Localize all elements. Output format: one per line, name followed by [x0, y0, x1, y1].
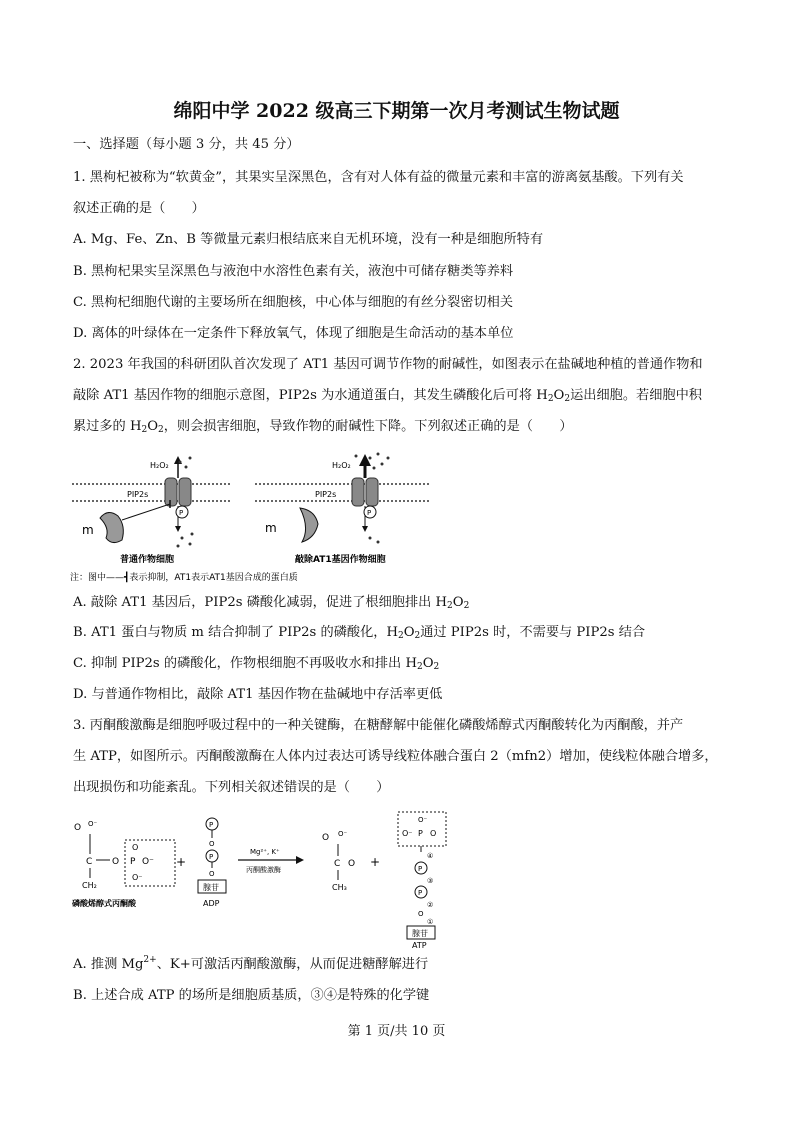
fig3-pep-label: 磷酸烯醇式丙酮酸: [72, 899, 136, 908]
q2-stem-line2: 敲除 AT1 基因作物的细胞示意图，PIP2s 为水通道蛋白，其发生磷酸化后可将 $H_2O_2$运出细胞。若细胞中积: [73, 388, 702, 404]
q2-option-a: A. 敲除 AT1 基因后，PIP2s 磷酸化减弱，促进了根细胞排出 $H_2O_2$: [73, 595, 470, 611]
svg-text:O⁻: O⁻: [418, 816, 428, 824]
q3-option-b: B. 上述合成 ATP 的场所是细胞质基质，③④是特殊的化学键: [73, 988, 430, 1003]
q3-stem-line2: 生 ATP，如图所示。丙酮酸激酶在人体内过表达可诱导线粒体融合蛋白 2（mfn2）增加，使线粒体融合增多，: [73, 749, 718, 764]
svg-text:O⁻: O⁻: [88, 820, 98, 828]
fig3-condition-enzyme: 丙酮酸激酶: [246, 866, 281, 874]
fig2-caption-left: 普通作物细胞: [120, 555, 175, 565]
svg-text:O⁻: O⁻: [132, 873, 143, 882]
fig3-condition-ions: Mg²⁺, K⁺: [250, 848, 280, 856]
svg-text:C: C: [334, 859, 341, 869]
q2-option-c: C. 抑制 PIP2s 的磷酸化，作物根细胞不再吸收水和排出 $H_2O_2$: [73, 656, 440, 672]
svg-text:O: O: [74, 823, 82, 833]
svg-text:P: P: [418, 865, 423, 873]
fig2-note: 注：图中——┫表示抑制，AT1表示AT1基因合成的蛋白质: [70, 573, 298, 583]
q1-option-d: D. 离体的叶绿体在一定条件下释放氧气，体现了细胞是生命活动的基本单位: [73, 326, 514, 341]
svg-text:O: O: [322, 833, 330, 843]
fig3-adenosine-2: 腺苷: [412, 929, 428, 938]
fig2-h2o2-left: H₂O₂: [150, 461, 169, 470]
q2-stem-line3: 累过多的 $H_2O_2$，则会损害细胞，导致作物的耐碱性下降。下列叙述正确的是（ ）: [73, 419, 573, 435]
svg-text:P: P: [418, 889, 423, 897]
fig2-h2o2-right: H₂O₂: [332, 461, 351, 470]
page-title: 绵阳中学 2022 级高三下期第一次月考测试生物试题: [173, 100, 620, 122]
svg-text:PIP2s: PIP2s: [127, 490, 149, 499]
q2-stem-line1: 2. 2023 年我国的科研团队首次发现了 AT1 基因可调节作物的耐碱性，如图表示在盐碱地种植的普通作物和: [73, 357, 703, 372]
svg-text:P: P: [418, 829, 423, 838]
svg-text:P: P: [179, 509, 184, 517]
fig3-adenosine-1: 腺苷: [203, 883, 219, 892]
q1-option-c: C. 黑枸杞细胞代谢的主要场所在细胞核，中心体与细胞的有丝分裂密切相关: [73, 295, 514, 310]
fig3-atp: ATP: [412, 941, 427, 950]
svg-text:CH₂: CH₂: [82, 881, 97, 890]
q1-stem-line1: 1. 黑枸杞被称为“软黄金”，其果实呈深黑色，含有对人体有益的微量元素和丰富的游离氨基酸。下列有关: [73, 170, 684, 185]
page-footer: 第 1 页/共 10 页: [347, 1024, 446, 1039]
q2-option-d: D. 与普通作物相比，敲除 AT1 基因作物在盐碱地中存活率更低: [73, 687, 443, 702]
figure-pyruvate-kinase-reaction: [70, 810, 460, 950]
fig3-plus-1: +: [176, 855, 187, 869]
q2-option-b: B. AT1 蛋白与物质 m 结合抑制了 PIP2s 的磷酸化，$H_2O_2$通过 PIP2s 时，不需要与 PIP2s 结合: [73, 625, 646, 641]
svg-text:O: O: [209, 870, 215, 878]
svg-text:CH₃: CH₃: [332, 883, 347, 892]
svg-text:P: P: [209, 853, 214, 861]
svg-text:O: O: [348, 859, 356, 869]
svg-text:O⁻: O⁻: [142, 857, 154, 867]
svg-text:O⁻: O⁻: [338, 830, 348, 838]
fig3-plus-2: +: [370, 855, 381, 869]
fig2-caption-right: 敲除AT1基因作物细胞: [295, 555, 386, 565]
figure-at1-cell-diagram: [70, 448, 470, 588]
fig2-m-right: m: [265, 521, 277, 535]
svg-text:P: P: [209, 821, 214, 829]
svg-text:O: O: [209, 840, 215, 848]
q3-stem-line3: 出现损伤和功能紊乱。下列相关叙述错误的是（ ）: [73, 780, 390, 795]
svg-text:③: ③: [427, 877, 434, 885]
svg-text:④: ④: [427, 852, 434, 860]
svg-text:②: ②: [427, 901, 434, 909]
svg-text:①: ①: [427, 918, 434, 926]
q3-option-a: A. 推测 $Mg^{2+}$、K+可激活丙酮酸激酶，从而促进糖酵解进行: [73, 955, 429, 972]
svg-text:O: O: [112, 857, 120, 867]
section-heading: 一、选择题（每小题 3 分，共 45 分）: [73, 137, 300, 152]
svg-text:PIP2s: PIP2s: [315, 490, 337, 499]
svg-text:C: C: [86, 857, 93, 867]
fig2-m-left: m: [82, 523, 94, 537]
svg-text:P: P: [367, 509, 372, 517]
svg-text:P: P: [130, 857, 136, 867]
svg-text:O: O: [418, 910, 424, 918]
q1-stem-line2: 叙述正确的是（ ）: [73, 201, 205, 216]
fig3-adp: ADP: [203, 899, 220, 908]
q3-stem-line1: 3. 丙酮酸激酶是细胞呼吸过程中的一种关键酶，在糖酵解中能催化磷酸烯醇式丙酮酸转化为丙酮酸，并产: [73, 718, 684, 733]
svg-text:O⁻: O⁻: [402, 829, 413, 838]
q1-option-a: A. Mg、Fe、Zn、B 等微量元素归根结底来自无机环境，没有一种是细胞所特有: [73, 232, 544, 247]
svg-text:O: O: [132, 843, 139, 852]
svg-text:O: O: [430, 829, 437, 838]
q1-option-b: B. 黑枸杞果实呈深黑色与液泡中水溶性色素有关，液泡中可储存糖类等养料: [73, 264, 514, 279]
